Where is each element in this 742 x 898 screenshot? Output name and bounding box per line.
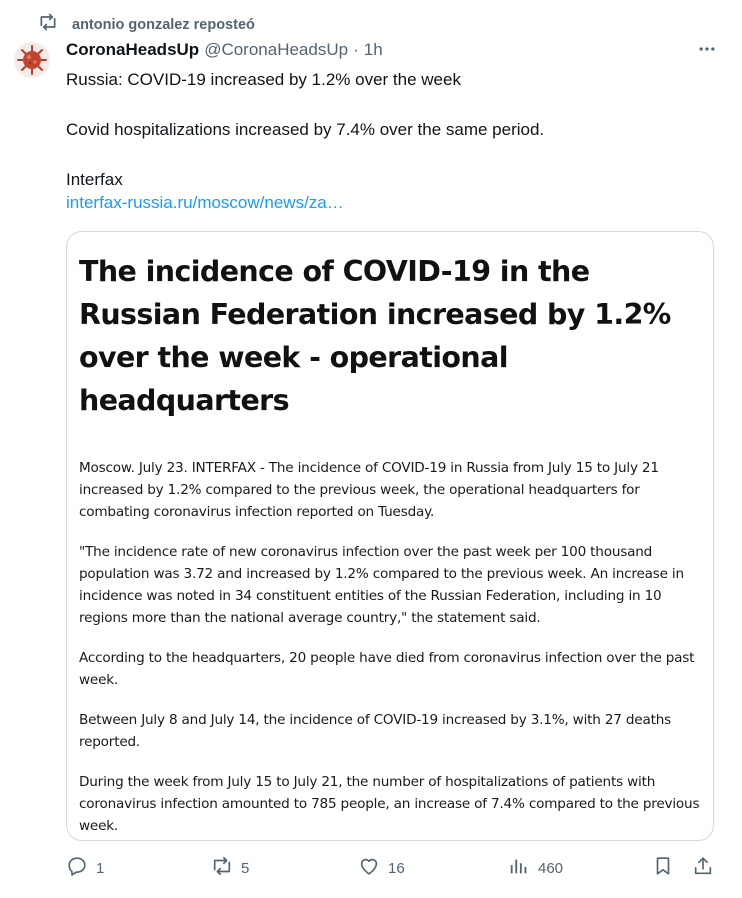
reply-icon [66,855,88,881]
tweet-header [66,40,383,60]
article-title: The incidence of COVID-19 in the Russian Federation increased by 1.2% over the week - operational headquarters [79,255,671,417]
separator-dot: · [353,40,359,59]
tweet-line-3: Interfax [66,170,123,189]
article-paragraph-2: "The incidence rate of new coronavirus infection over the past week per 100 thousand population was 3.72 and increased by 1.2% compared to the previous week. An increase in incidence was noted in 34 constituent entities of the Russian Federation, including in 10 regions more than the national average country," the statement said. [79,544,684,626]
repost-label[interactable]: antonio gonzalez reposteó [72,16,255,33]
share-button[interactable] [692,855,714,881]
views-button[interactable] [508,855,563,881]
repost-count: 5 [241,859,250,877]
repost-icon [38,12,58,37]
heart-icon [358,855,380,881]
bookmark-icon [652,855,674,881]
share-icon [692,855,714,881]
tweet-line-1: Russia: COVID-19 increased by 1.2% over the week [66,70,461,89]
repost-context [38,12,255,37]
reply-button[interactable] [66,855,104,881]
views-count: 460 [538,859,564,877]
timestamp[interactable]: 1h [363,40,383,59]
article-body [79,250,704,837]
article-paragraph-4: Between July 8 and July 14, the incidence of COVID-19 increased by 3.1%, with 27 deaths reported. [79,712,672,750]
action-bar [0,855,742,885]
article-paragraph-1: Moscow. July 23. INTERFAX - The incidence of COVID-19 in Russia from July 15 to July 21 increased by 1.2% compared to the previous week, the operational headquarters for combating coronavirus infection reported on Tuesday. [79,460,659,520]
repost-icon [211,855,233,881]
more-icon [697,39,717,64]
more-options-button[interactable] [694,38,720,64]
bookmark-button[interactable] [652,855,674,881]
views-icon [508,855,530,881]
like-count: 16 [388,859,405,877]
like-button[interactable] [358,855,405,881]
avatar[interactable] [14,42,50,78]
author-handle[interactable]: @CoronaHeadsUp [204,40,349,59]
tweet-line-2: Covid hospitalizations increased by 7.4% over the same period. [66,120,545,139]
tweet-link[interactable]: interfax-russia.ru/moscow/news/za… [66,193,344,212]
article-paragraph-3: According to the headquarters, 20 people have died from coronavirus infection over the past week. [79,650,695,688]
repost-button[interactable] [211,855,249,881]
article-screenshot-card[interactable] [66,231,714,841]
article-paragraph-5: During the week from July 15 to July 21, the number of hospitalizations of patients with coronavirus infection amounted to 785 people, an increase of 7.4% compared to the previous week. [79,774,700,834]
reply-count: 1 [96,859,105,877]
author-name[interactable]: CoronaHeadsUp [66,40,200,59]
tweet-text [66,68,716,214]
